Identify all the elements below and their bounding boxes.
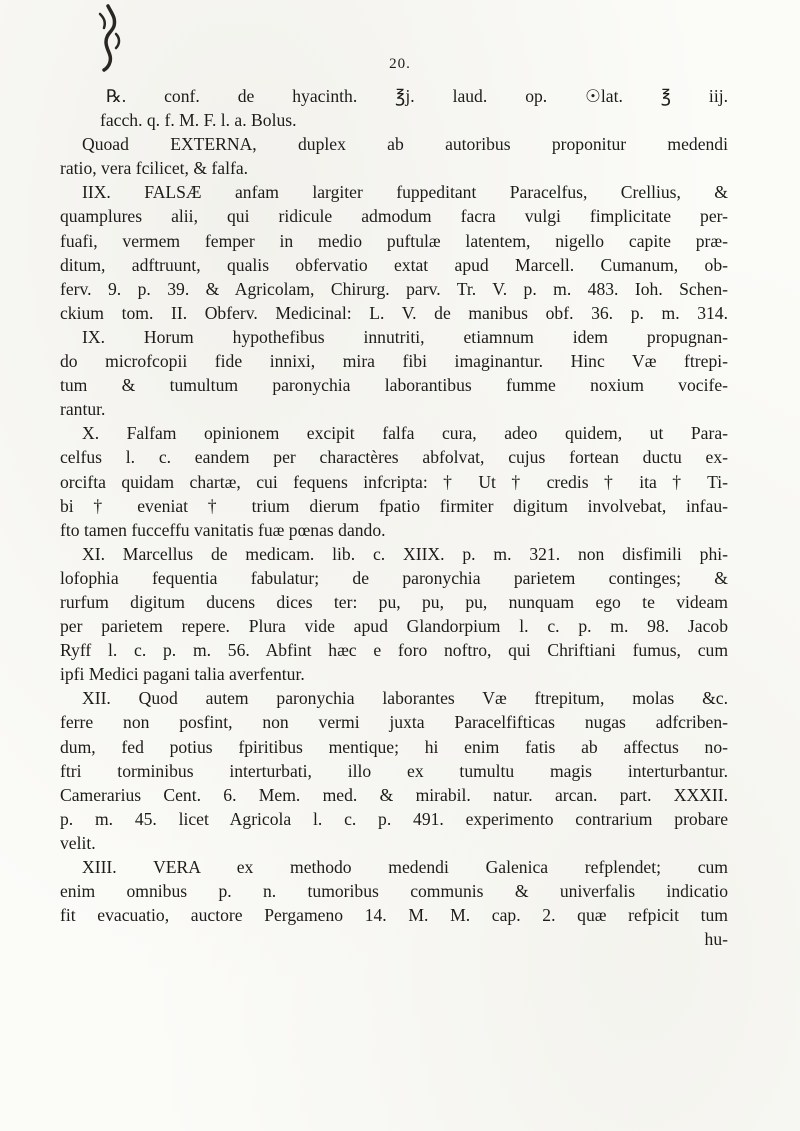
text-line: lofophia fequentia fabulatur; de paronychia parietem continges; & (60, 567, 728, 588)
text-line: ferre non posfint, non vermi juxta Paracelfifticas nugas adfcriben- (60, 712, 728, 733)
page-number: 20. (389, 56, 411, 72)
text-line: tum & tumultum paronychia laborantibus fumme noxium vocife- (60, 375, 728, 396)
text-line: ftri torminibus interturbati, illo ex tumultu magis interturbantur. (60, 760, 728, 781)
text-line: XI. Marcellus de medicam. lib. c. XIIX. p. m. 321. non disfimili phi- (82, 543, 728, 564)
text-line: per parietem repere. Plura vide apud Glandorpium l. c. p. m. 98. Jacob (60, 616, 728, 637)
text-line: ratio, vera fcilicet, & falfa. (60, 158, 249, 179)
catchword: hu- (704, 929, 728, 950)
text-line: ipfi Medici pagani talia averfentur. (60, 664, 305, 685)
text-line: IIX. FALSÆ anfam largiter fuppeditant Paracelfus, Crellius, & (82, 182, 728, 203)
text-line: ditum, adftruunt, qualis obfervatio extat apud Marcell. Cumanum, ob- (60, 254, 728, 275)
text-line: quamplures alii, qui ridicule admodum facra vulgi fimplicitate per- (60, 206, 728, 227)
text-line: do microfcopii fide innixi, mira fibi imaginantur. Hinc Væ ftrepi- (60, 351, 728, 372)
text-line: fit evacuatio, auctore Pergameno 14. M. M. cap. 2. quæ refpicit tum (60, 905, 728, 926)
text-line: velit. (60, 832, 96, 853)
text-line: XIII. VERA ex methodo medendi Galenica refplendet; cum (82, 857, 728, 877)
text-line: celfus l. c. eandem per charactères abfolvat, cujus fortean ductu ex- (60, 447, 728, 468)
text-line: dum, fed potius fpiritibus mentique; hi enim fatis ab affectus no- (60, 736, 728, 757)
text-line: rantur. (60, 399, 106, 420)
text-line: ℞. conf. de hyacinth. ℥j. laud. op. ☉lat. ℥ iij. (106, 86, 728, 106)
body-text (60, 84, 728, 951)
text-line: enim omnibus p. n. tumoribus communis & univerfalis indicatio (60, 881, 728, 902)
text-line: Ryff l. c. p. m. 56. Abfint hæc e foro noftro, qui Chriftiani fumus, cum (60, 640, 728, 661)
text-line: X. Falfam opinionem excipit falfa cura, adeo quidem, ut Para- (82, 423, 728, 444)
text-line: facch. q. f. M. F. l. a. Bolus. (100, 110, 297, 131)
text-line: ferv. 9. p. 39. & Agricolam, Chirurg. parv. Tr. V. p. m. 483. Ioh. Schen- (60, 278, 728, 299)
text-line: Camerarius Cent. 6. Mem. med. & mirabil. natur. arcan. part. XXXII. (60, 784, 728, 805)
text-line: IX. Horum hypothefibus innutriti, etiamnum idem propugnan- (82, 326, 728, 347)
text-line: XII. Quod autem paronychia laborantes Væ ftrepitum, molas &c. (82, 688, 728, 709)
text-line: Quoad EXTERNA, duplex ab autoribus proponitur medendi (82, 134, 728, 155)
text-line: orcifta quidam chartæ, cui fequens infcripta: † Ut † credis † ita † Ti- (60, 471, 728, 492)
text-line: fuafi, vermem femper in medio puftulæ latentem, nigello capite præ- (60, 230, 728, 251)
text-line: p. m. 45. licet Agricola l. c. p. 491. experimento contrarium probare (60, 808, 728, 829)
text-line: ckium tom. II. Obferv. Medicinal: L. V. de manibus obf. 36. p. m. 314. (60, 302, 728, 323)
text-line: rurfum digitum ducens dices ter: pu, pu, pu, nunquam ego te videam (60, 591, 728, 612)
text-line: fto tamen fucceffu vanitatis fuæ pœnas dando. (60, 519, 386, 540)
text-line: bi † eveniat † trium dierum fpatio firmiter digitum involvebat, infau- (60, 495, 728, 516)
